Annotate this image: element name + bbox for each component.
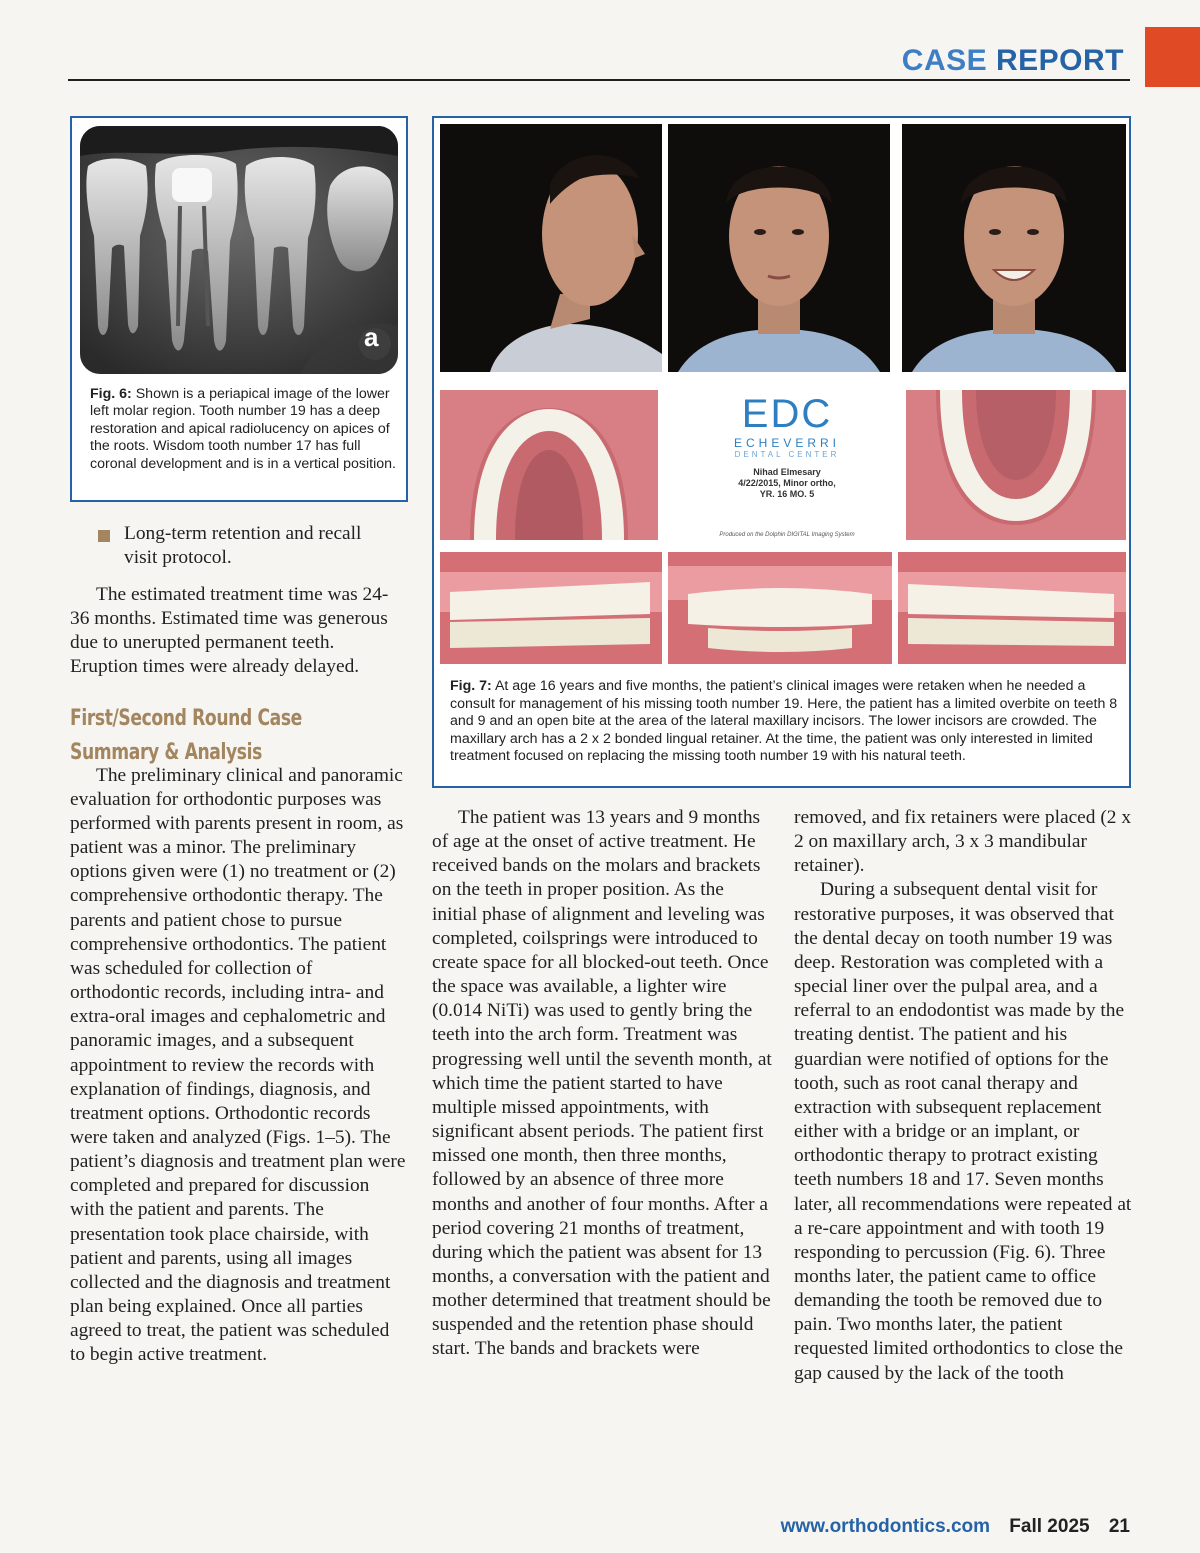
mandibular-occlusal-photo (906, 390, 1126, 540)
column-1-text (70, 583, 406, 1368)
maxillary-occlusal-photo (440, 390, 658, 540)
bullet-item: Long-term retention and recall visit protocol. (98, 522, 398, 570)
figure-7-caption: Fig. 7: At age 16 years and five months, the patient’s clinical images were retaken when he needed a consult for management of his missing tooth number 19. Here, the patient has a limited overbite on teeth 8 and 9 and an open bite at the area of the lateral maxillary incisors. The lower incisors are crowded. The maxillary arch has a 2 x 2 bonded lingual retainer. At the time, the patient was only interested in limited treatment focused on replacing the missing tooth number 19 with his natural teeth. (450, 678, 1118, 765)
clinic-label-card (682, 390, 892, 540)
clinic-name: ECHEVERRI (733, 436, 840, 450)
paragraph: The patient was 13 years and 9 months of age at the onset of active treatment. He received bands on the molars and brackets on the teeth in proper position. As the initial phase of alignment and leveling was completed, coilsprings were introduced to create space for all blocked-out teeth. Once the space was available, a lighter wire (0.014 NiTi) was used to gently bring the teeth into the arch form. Treatment was progressing well until the seventh month, at which time the patient started to have multiple missed appointments, with significant absent periods. The patient first missed one month, then three months, followed by an absence of three more months and another of four months. After a period covering 21 months of treatment, during which the patient was absent for 13 months, a conversation with the patient and mother determined that treatment should be suspended and the retention phase should start. The bands and brackets were (432, 807, 772, 1360)
frontal-intraoral-photo (668, 552, 892, 664)
figure-6 (70, 116, 408, 502)
paragraph: The preliminary clinical and panoramic evaluation for orthodontic purposes was performed with parents present in room, as patient was a minor. The preliminary options given were (1) no treatment or (2) comprehensive orthodontic therapy. The parents and patient chose to pursue comprehensive orthodontics. The patient was scheduled for collection of orthodontic records, including intra- and extra-oral images and cephalometric and panoramic images, and a subsequent appointment to review the records with explanation of findings, diagnosis, and treatment options. Orthodontic records were taken and analyzed (Figs. 1–5). The patient’s diagnosis and treatment plan were completed and prepared for discussion with the patient and parents. The presentation took place chairside, with patient and parents, using all images collected and the diagnosis and treatment plan being explained. Once all parties agreed to treat, the patient was scheduled to begin active treatment. (70, 764, 406, 1366)
bullet-square-icon (98, 530, 110, 542)
smile-photo (902, 124, 1126, 372)
frontal-photo (668, 124, 890, 372)
header-rule (68, 79, 1130, 81)
patient-age: YR. 16 MO. 5 (759, 489, 815, 499)
paragraph: removed, and fix retainers were placed (2 x 2 on maxillary arch, 3 x 3 mandibular retainer). (794, 807, 1132, 877)
left-buccal-photo (898, 552, 1126, 664)
issue-label: Fall 2025 (1009, 1516, 1090, 1537)
section-color-tab (1145, 27, 1200, 87)
paragraph: The estimated treatment time was 24-36 months. Estimated time was generous due to unerupted permanent teeth. Eruption times were already delayed. (70, 584, 389, 678)
periapical-xray-image (80, 126, 398, 374)
page-number: 21 (1108, 1516, 1130, 1537)
right-buccal-photo (440, 552, 662, 664)
record-date: 4/22/2015, Minor ortho, (738, 478, 836, 488)
profile-photo (440, 124, 662, 372)
imaging-footnote: Produced on the Dolphin DIGITAL Imaging System (719, 532, 855, 538)
column-2-text (432, 806, 772, 1362)
panel-letter: a (364, 322, 379, 352)
paragraph: During a subsequent dental visit for restorative purposes, it was observed that the dental decay on tooth number 19 was deep. Restoration was completed with a special liner over the pulpal area, and a referral to an endodontist was made by the treating dentist. The patient and his guardian were notified of options for the tooth, such as root canal therapy and extraction with subsequent replacement either with a bridge or an implant, or orthodontic therapy to protract existing teeth numbers 18 and 17. Seven months later, all recommendations were repeated at a re-care appointment and with tooth 19 responding to percussion (Fig. 6). Three months later, the patient came to office demanding the tooth be removed due to pain. Two months later, the patient requested limited orthodontics to close the gap caused by the lack of the tooth (794, 879, 1132, 1384)
patient-name: Nihad Elmesary (753, 467, 821, 477)
page-footer (781, 1516, 1130, 1538)
column-3-text (794, 806, 1134, 1386)
edc-logo: EDC (741, 392, 833, 436)
section-label: CASE REPORT (901, 44, 1124, 77)
section-heading: Summary & Analysis (70, 739, 262, 765)
section-heading: First/Second Round Case (70, 705, 302, 731)
clinic-subtitle: DENTAL CENTER (734, 450, 840, 459)
figure-6-caption: Fig. 6: Shown is a periapical image of the lower left molar region. Tooth number 19 has a deep restoration and apical radiolucency on apices of the roots. Wisdom tooth number 17 has full coronal development and is in a vertical position. (90, 386, 396, 472)
website-link[interactable]: www.orthodontics.com (780, 1516, 991, 1537)
figure-7 (432, 116, 1131, 788)
